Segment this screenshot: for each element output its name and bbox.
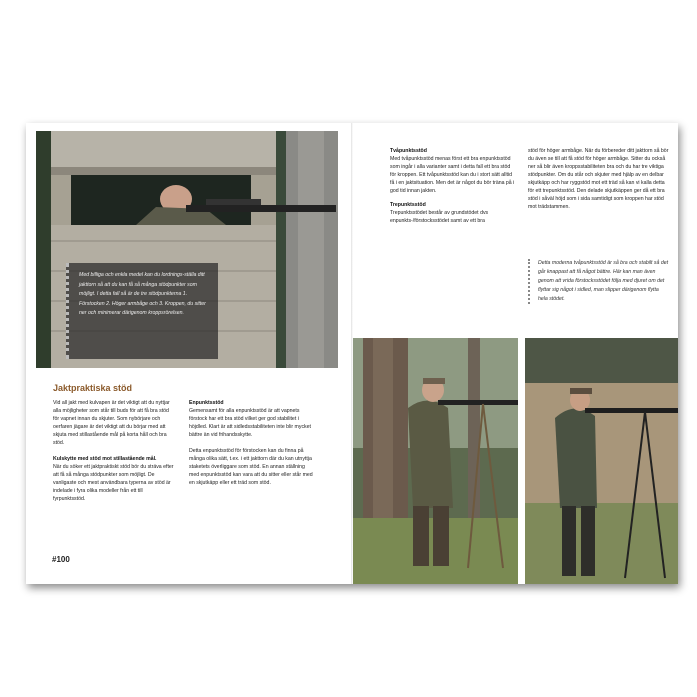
hunter-tree-photo — [353, 338, 518, 584]
subheading-enpunktsstod: Enpunktsstöd — [189, 400, 224, 406]
section-heading: Jaktpraktiska stöd — [53, 383, 133, 393]
intro-text: Vid all jakt med kulvapen är det viktigt att du nyttjar alla möjligheter som står till buds för att få bra stöd för vapnet innan du skjuter. Som nybörjare och oerfaren jägare är det viktigt att du börjar med att skjuta med stillastående mål på korta håll och bra stöd. — [53, 400, 170, 446]
caption-text: Med billiga och enkla medel kan du lordnings-ställa ditt jakttorn så att du kan få så många stödpunkter som möjligt. I detta fall så är de tre stödpunkterna 1. Förstocken 2. Höger armbåge och 3. Kroppen, du sitter ner och minimerar därigenom kroppsrörelsen. — [79, 272, 206, 316]
quote-text: Detta moderna tvåpunktsstöd är så bra och stabilt så det går knappast att få något bättre. Här kan man även genom att vrida förstocksstödet följa med djuret om det flyttar sig något i sidled, man slipper därigenom flytta hela stödet. — [538, 260, 669, 302]
right-column-2 — [528, 147, 671, 211]
body-stillastaende: När du söker ett jaktpraktiskt stöd bör du sträva efter att få så många stödpunkter som möjligt. De vanligaste och mest användbara typerna av stöd är indelade i fyra olika modeller från ett till fyrpunktsstöd. — [53, 464, 174, 502]
body-tvapunktsstod: Med tvåpunktsstöd menas först ett bra enpunktsstöd som ingår i alla varianter samt i detta fall ett bra stöd för kroppen. Ett tvåpunktsstöd kan du i stort sätt alltid få i en jaktsituation. Men det är något du bör träna på i god tid innan jakten. — [390, 156, 515, 194]
hunter-shooting-stick-photo — [525, 338, 678, 584]
subheading-trepunktsstod: Trepunktsstöd — [390, 202, 426, 208]
left-column-1 — [53, 399, 175, 503]
body-enpunktsstod: Gemensamt för alla enpunktsstöd är att vapnets förstock har ett bra stöd vilket ger god stabilitet i höjdled. Klart är att sidledsstabiliteten inte blir mycket bättre än vid frihandsskytte. — [189, 408, 311, 438]
subheading-tvapunktsstod: Tvåpunktsstöd — [390, 148, 427, 154]
body-trepunktsstod-cont: stöd för höger armbåge. När du förbereder ditt jakttorn så bör du även se till att få stöd för höger armbåge. Sitter du också ner så blir även kroppsstabiliteten bra och du har tre viktiga stödpunkter. Om du står och skjuter med hjälp av en delbar skjutkäpp och har ryggstöd mot ett träd så kan vi kalla detta för ett trepunktsstöd. Den delade skjutkäppen ger då ett bra stöd i såväl höjd som i sida samtidigt som kroppen har stöd mot trädstammen. — [528, 148, 669, 210]
left-column-2 — [189, 399, 314, 487]
subheading-stillastaende: Kulskytte med stöd mot stillastående mål. — [53, 456, 157, 462]
photo-caption — [66, 263, 218, 359]
right-column-1 — [390, 147, 515, 225]
book-spread — [26, 123, 678, 584]
page-number: #100 — [52, 555, 70, 564]
pull-quote — [528, 259, 670, 304]
body-trepunktsstod: Trepunktsstödet består av grundstödet dvs enpunkts-/förstocksstödet samt av ett bra — [390, 210, 489, 224]
body-enpunktsstod-2: Detta enpunktsstöd för förstocken kan du finna på många olika sätt, t.ex. i ett jakttorn där du kan utnyttja staketets överliggare som stöd. En annan ställning med enpunktsstöd kan vara att du sitter eller står med en skjutkäpp eller ett träd som stöd. — [189, 448, 313, 486]
